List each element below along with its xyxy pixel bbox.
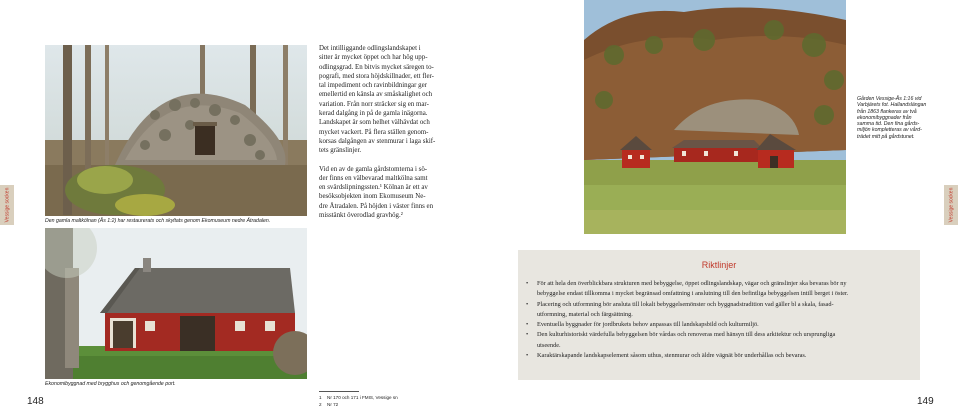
- footnote: 1 Nr 170 och 171 i FMIS, Vessige sn: [319, 395, 398, 400]
- text-line: der finns en välbevarad maltkölna samt: [319, 174, 428, 182]
- bullet-icon: •: [526, 331, 529, 339]
- text-line: odlingsgrad. En bitvis mycket säregen to-: [319, 63, 434, 71]
- footnote-rule: [319, 391, 359, 392]
- photo-malt-kiln-caption: Den gamla maltkölnan (Ås 1:2) har restaurerats och skyltats genom Ekomuseum nedre Ätradalen.: [45, 218, 271, 224]
- bullet-icon: •: [526, 352, 529, 360]
- page-number-right: 149: [917, 396, 934, 407]
- text-line: tets gränslinjer.: [319, 147, 362, 155]
- text-line: en svärdslipningssten.¹ Kölnan är ett av: [319, 184, 428, 192]
- text-line: tal impediment och ravinbildningar ger: [319, 82, 427, 90]
- guideline-item: • För att hela den överblickbara strukturen med bebyggelse, öppet odlingslandskap, vägar och gränslinjer ska bevaras bör ny bebyggelse endast tillkomma i mycket begränsad omfattning i anslutning till den befintliga bebyggelsen intill berget i öster.: [526, 280, 849, 298]
- text-line: misstänkt överodlad gravhög.²: [319, 212, 403, 220]
- caption-line: från 1863 flankeras av två: [857, 108, 917, 115]
- text-line: mycket vackert. På flera ställen genom-: [319, 128, 429, 136]
- caption-line: Gården Vessige-Ås 1:16 vid: [857, 96, 922, 102]
- caption-line: trädet mitt på gårdstunet.: [857, 133, 915, 140]
- guidelines-list: [526, 279, 914, 361]
- side-tab-label: Vessige socken: [948, 187, 954, 223]
- guideline-item: • Eventuella byggnader för jordbrukets behov anpassas till landskapsbild och kulturmiljö.: [526, 320, 914, 330]
- bullet-icon: •: [526, 280, 529, 287]
- text-line: korsas dalgången av stenmurar i laga skif-: [319, 137, 436, 145]
- text-line: Landskapet är som helhet välhävdat och: [319, 119, 430, 127]
- text-line: sitter är mycket öppet och har hög upp-: [319, 54, 428, 62]
- guidelines-title: Riktlinjer: [701, 260, 737, 270]
- body-paragraph-2: [319, 165, 444, 221]
- guideline-item: • Karaktärskapande landskapselement såsom uthus, stenmurar och äldre vägnät bör underhållas och bevaras.: [526, 351, 914, 361]
- caption-line: ekonomibyggnader från: [857, 114, 912, 121]
- guideline-item: • Den kulturhistoriskt värdefulla bebyggelsen bör vårdas och renoveras med hänsyn till dess arkitektur och ursprungliga utseende.: [526, 331, 836, 349]
- bullet-icon: •: [526, 300, 529, 308]
- side-tab-left: [0, 185, 14, 225]
- photo-farmstead-caption: [857, 96, 926, 140]
- text-line: kerad dalgång in på de gamla inägorna.: [319, 110, 428, 118]
- page-number-left: 148: [27, 396, 44, 407]
- caption-line: Varbjärets fot. Hallandslängan: [857, 102, 927, 109]
- footnotes: [319, 395, 398, 408]
- caption-line: miljön kompletteras av vård-: [857, 127, 922, 134]
- bullet-icon: •: [526, 321, 529, 329]
- text-line: pografi, med stora höjdskillnader, ett fler-: [319, 72, 434, 80]
- text-line: Det intilliggande odlingslandskapet i: [319, 45, 421, 52]
- photo-malt-kiln: [45, 45, 307, 216]
- photo-outbuilding-caption: Ekonomibyggnad med brygghus och genomgående port.: [45, 381, 176, 387]
- guideline-item: • Placering och utformning bör ansluta till lokalt bebyggelsemönster och byggnadstradition vad gäller bl a skala, fasad- utformning, material och färgsättning.: [526, 300, 834, 318]
- body-text-column: [319, 44, 444, 220]
- text-line: emellertid en känsla av småskalighet och: [319, 91, 433, 99]
- photo-outbuilding: [45, 228, 307, 379]
- caption-line: samma tid. Den fina gårds-: [857, 121, 920, 128]
- guidelines-box: [518, 250, 920, 380]
- side-tab-label: Vessige socken: [4, 187, 10, 223]
- body-paragraph-1: [319, 44, 444, 156]
- text-line: variation. Från norr sträcker sig en mar-: [319, 100, 429, 108]
- text-line: besöksobjekten inom Ekomuseum Ne-: [319, 193, 426, 201]
- photo-farmstead: [584, 0, 846, 234]
- footnote: 2 Nr 72: [319, 401, 339, 407]
- side-tab-right: [944, 185, 958, 225]
- text-line: dre Ätradalen. På höjden i väster finns en: [319, 202, 434, 210]
- text-line: Vid en av de gamla gårdstomterna i sö-: [319, 165, 428, 173]
